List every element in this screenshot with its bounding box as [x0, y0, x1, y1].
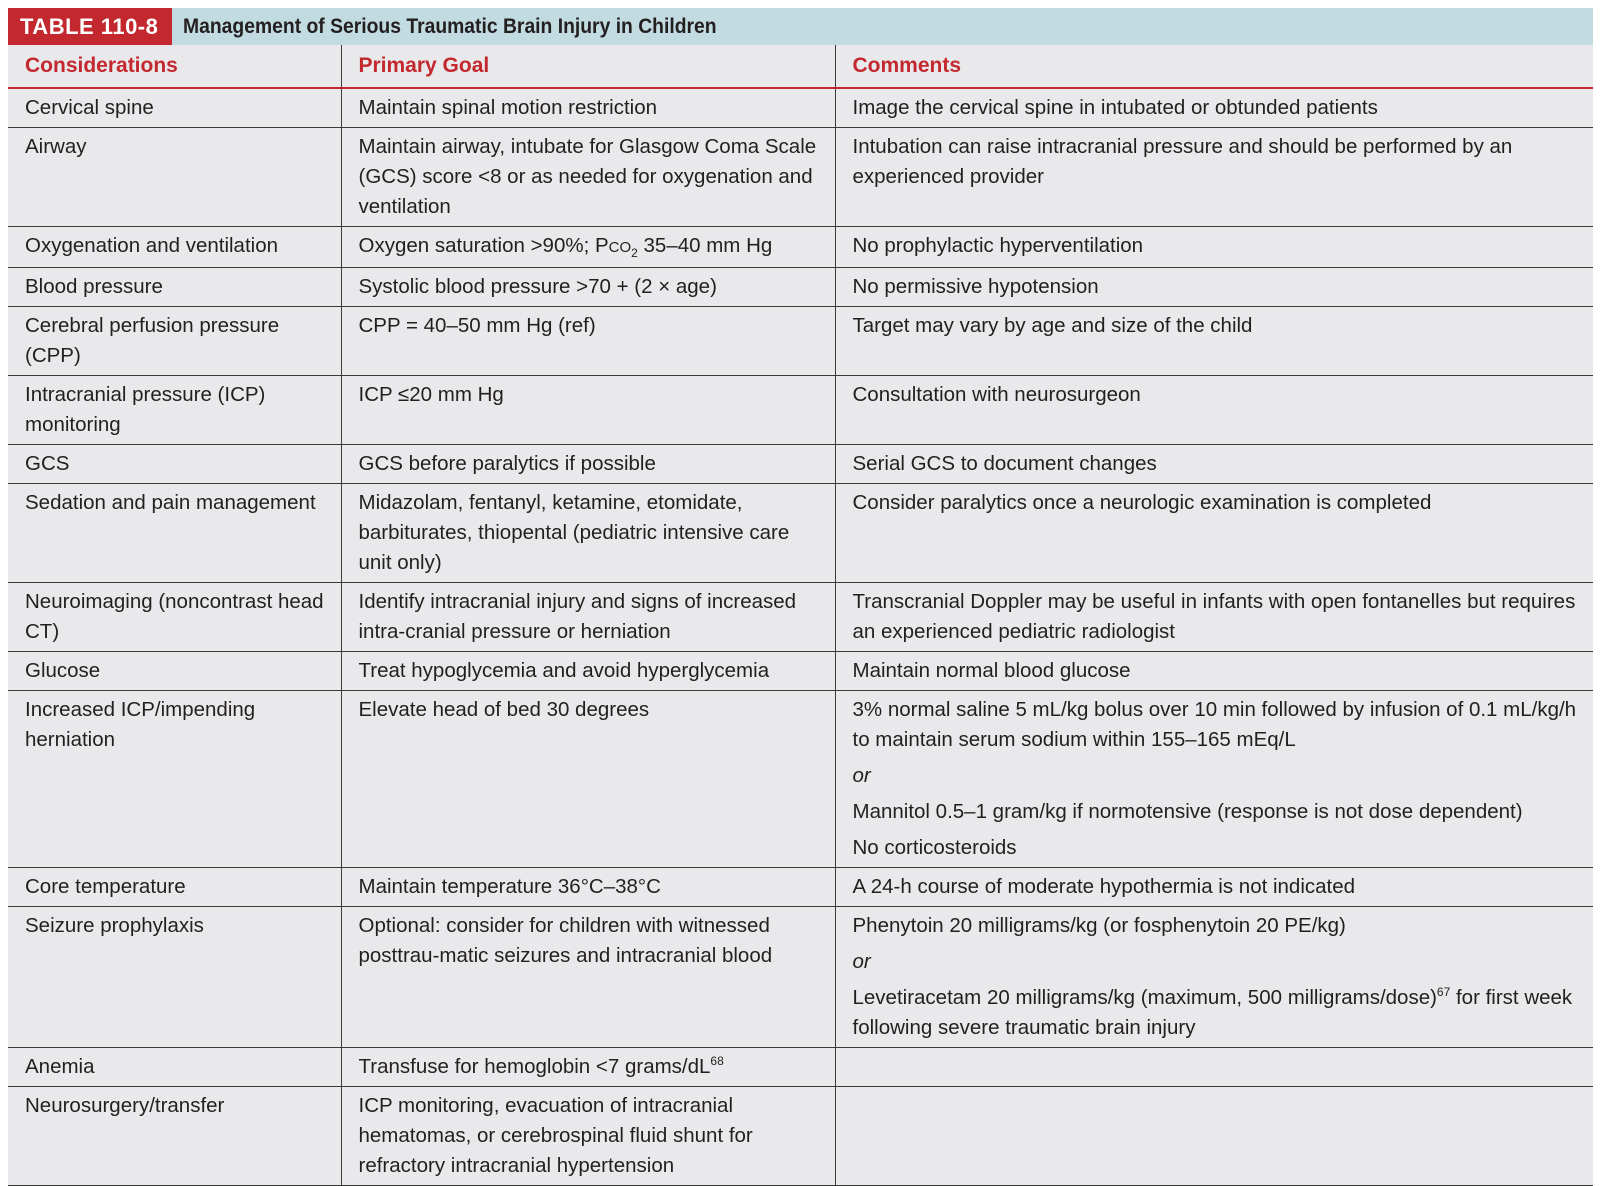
table-row	[8, 128, 1593, 227]
cell-primary-goal	[341, 691, 835, 868]
cell-line: Midazolam, fentanyl, ketamine, etomidate, barbiturates, thiopental (pediatric intensive care unit only)	[358, 491, 790, 574]
cell-line: Levetiracetam 20 milligrams/kg (maximum, 500 milligrams/dose)$^{67}$ for first week following severe traumatic brain injury	[852, 985, 1573, 1039]
header-primary-goal: Primary Goal	[341, 45, 835, 88]
cell-line: CPP = 40–50 mm Hg (ref)	[358, 314, 596, 337]
cell-comments	[835, 484, 1593, 583]
cell-line: Image the cervical spine in intubated or obtunded patients	[852, 96, 1378, 119]
cell-consideration: Sedation and pain management	[8, 484, 341, 583]
table-row	[8, 691, 1593, 868]
cell-line: Serial GCS to document changes	[852, 452, 1157, 475]
cell-primary-goal	[341, 868, 835, 907]
cell-consideration: Blood pressure	[8, 268, 341, 307]
cell-comments	[835, 227, 1593, 268]
cell-line: Transfuse for hemoglobin <7 grams/$dL^{68}$	[358, 1054, 724, 1078]
cell-consideration: Increased ICP/impending herniation	[8, 691, 341, 868]
table-row	[8, 868, 1593, 907]
cell-comments	[835, 691, 1593, 868]
table-row	[8, 268, 1593, 307]
cell-line: Maintain normal blood glucose	[852, 659, 1131, 682]
cell-line: Target may vary by age and size of the child	[852, 314, 1253, 337]
cell-comments	[835, 376, 1593, 445]
cell-line: Systolic blood pressure >70 + (2 × age)	[358, 275, 717, 298]
cell-consideration: Core temperature	[8, 868, 341, 907]
cell-comments	[835, 907, 1593, 1048]
table-number-label: TABLE 110-8	[8, 8, 172, 45]
cell-consideration: GCS	[8, 445, 341, 484]
cell-comments	[835, 868, 1593, 907]
management-table	[8, 45, 1593, 1186]
cell-line: or	[852, 950, 871, 973]
cell-line: Maintain spinal motion restriction	[358, 96, 658, 119]
table-title: Management of Serious Traumatic Brain Injury in Children	[183, 14, 717, 38]
table-row	[8, 227, 1593, 268]
cell-consideration: Glucose	[8, 652, 341, 691]
cell-primary-goal	[341, 907, 835, 1048]
table-row	[8, 445, 1593, 484]
table-row	[8, 907, 1593, 1048]
cell-primary-goal	[341, 1048, 835, 1087]
cell-line: Treat hypoglycemia and avoid hyperglycemia	[358, 659, 770, 682]
cell-line: or	[852, 764, 871, 787]
cell-line: GCS before paralytics if possible	[358, 452, 656, 475]
header-comments: Comments	[835, 45, 1593, 88]
cell-primary-goal	[341, 484, 835, 583]
cell-comments	[835, 268, 1593, 307]
table-row	[8, 583, 1593, 652]
table-row	[8, 1087, 1593, 1186]
cell-primary-goal	[341, 128, 835, 227]
table-title-bar	[8, 8, 1593, 45]
cell-comments	[835, 1087, 1593, 1186]
cell-line: Mannitol 0.5–1 gram/kg if normotensive (response is not dose dependent)	[852, 800, 1523, 823]
cell-line: No corticosteroids	[852, 836, 1017, 859]
cell-line: No prophylactic hyperventilation	[852, 234, 1144, 257]
cell-comments	[835, 128, 1593, 227]
cell-consideration: Cervical spine	[8, 88, 341, 128]
cell-consideration: Neuroimaging (noncontrast head CT)	[8, 583, 341, 652]
cell-line: A 24-h course of moderate hypothermia is not indicated	[852, 875, 1356, 898]
cell-primary-goal	[341, 268, 835, 307]
cell-line: 3% normal saline 5 mL/kg bolus over 10 min followed by infusion of 0.1 mL/kg/h to maintain serum sodium within 155–165 mEq/L	[852, 698, 1577, 751]
table-body	[8, 88, 1593, 1186]
cell-line: ICP monitoring, evacuation of intracranial hematomas, or cerebrospinal fluid shunt for refractory intracranial hypertension	[358, 1094, 753, 1177]
cell-primary-goal	[341, 376, 835, 445]
table-container	[8, 8, 1593, 1186]
cell-comments	[835, 445, 1593, 484]
cell-primary-goal	[341, 227, 835, 268]
table-row	[8, 484, 1593, 583]
cell-line: Elevate head of bed 30 degrees	[358, 698, 650, 721]
cell-comments	[835, 88, 1593, 128]
cell-line: Consultation with neurosurgeon	[852, 383, 1141, 406]
cell-comments	[835, 583, 1593, 652]
cell-line: Maintain airway, intubate for Glasgow Coma Scale (GCS) score <8 or as needed for oxygenation and ventilation	[358, 135, 817, 218]
cell-consideration: Oxygenation and ventilation	[8, 227, 341, 268]
cell-comments	[835, 307, 1593, 376]
cell-line: Intubation can raise intracranial pressure and should be performed by an experienced provider	[852, 135, 1513, 188]
cell-primary-goal	[341, 307, 835, 376]
cell-consideration: Airway	[8, 128, 341, 227]
cell-consideration: Intracranial pressure (ICP) monitoring	[8, 376, 341, 445]
cell-line: Identify intracranial injury and signs of increased intra-cranial pressure or herniation	[358, 590, 797, 643]
cell-line: Oxygen saturation >90%; $PCO_2$ 35–40 mm Hg	[358, 234, 773, 261]
cell-comments	[835, 652, 1593, 691]
cell-consideration: Neurosurgery/transfer	[8, 1087, 341, 1186]
cell-primary-goal	[341, 1087, 835, 1186]
cell-primary-goal	[341, 445, 835, 484]
cell-line: No permissive hypotension	[852, 275, 1099, 298]
table-row	[8, 1048, 1593, 1087]
header-considerations: Considerations	[8, 45, 341, 88]
table-row	[8, 652, 1593, 691]
cell-line: Phenytoin 20 milligrams/kg (or fosphenytoin 20 PE/kg)	[852, 914, 1346, 937]
cell-primary-goal	[341, 583, 835, 652]
cell-primary-goal	[341, 88, 835, 128]
cell-consideration: Cerebral perfusion pressure (CPP)	[8, 307, 341, 376]
cell-consideration: Anemia	[8, 1048, 341, 1087]
table-row	[8, 88, 1593, 128]
cell-line: Consider paralytics once a neurologic examination is completed	[852, 491, 1432, 514]
cell-line: Maintain temperature 36°C–38°C	[358, 875, 661, 898]
table-row	[8, 376, 1593, 445]
cell-comments	[835, 1048, 1593, 1087]
table-row	[8, 307, 1593, 376]
header-row	[8, 45, 1593, 88]
cell-primary-goal	[341, 652, 835, 691]
cell-line: Optional: consider for children with witnessed posttrau-matic seizures and intracranial blood	[358, 914, 773, 967]
cell-consideration: Seizure prophylaxis	[8, 907, 341, 1048]
cell-line: Transcranial Doppler may be useful in infants with open fontanelles but requires an experienced pediatric radiologist	[852, 590, 1576, 643]
cell-line: ICP ≤20 mm Hg	[358, 383, 504, 406]
